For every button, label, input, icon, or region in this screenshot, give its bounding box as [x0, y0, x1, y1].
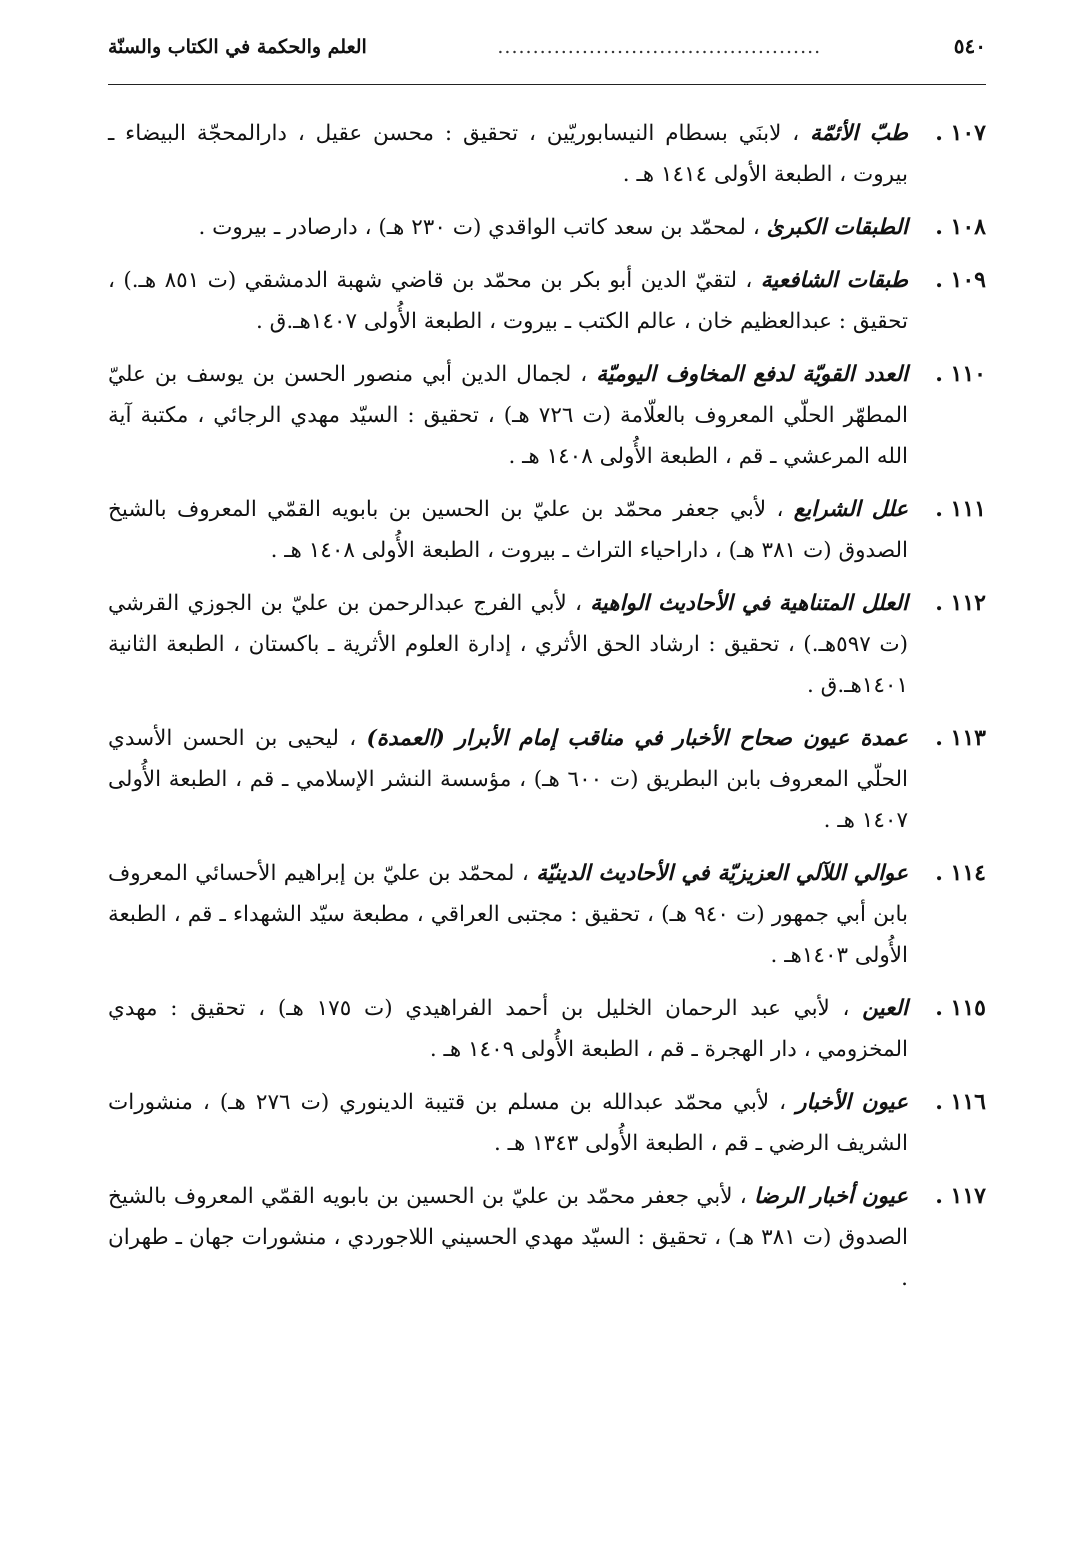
leader-dots: ..............................................	[497, 36, 822, 58]
entry-title: علل الشرايع	[793, 497, 908, 522]
entry-title: عيون الأخبار	[796, 1090, 908, 1115]
bibliography-entry	[108, 853, 986, 976]
book-page	[108, 34, 986, 1311]
entry-number: ١١٤ .	[935, 860, 986, 886]
entry-number: ١٠٩ .	[935, 267, 986, 293]
entry-title: عمدة عيون صحاح الأخبار في مناقب إمام الأبرار (العمدة)	[366, 726, 908, 751]
entry-details: ، ليحيى بن الحسن الأسدي الحلّي المعروف بابن البطريق (ت ٦٠٠ هـ) ، مؤسسة النشر الإسلامي ـ قم ، الطبعة الأُولى ١٤٠٧ هـ .	[108, 726, 908, 833]
bibliography-entry	[108, 489, 986, 571]
entry-title: عيون أخبار الرضا	[754, 1184, 909, 1209]
entry-title: العدد القويّة لدفع المخاوف اليوميّة	[596, 362, 908, 387]
entry-details: ، لمحمّد بن سعد كاتب الواقدي (ت ٢٣٠ هـ) ، دارصادر ـ بيروت .	[198, 215, 760, 240]
entry-number: ١٠٨ .	[935, 214, 986, 240]
entry-number: ١١٣ .	[935, 725, 986, 751]
entry-details: ، لأبي عبد الرحمان الخليل بن أحمد الفراهيدي (ت ١٧٥ هـ) ، تحقيق : مهدي المخزومي ، دار الهجرة ـ قم ، الطبعة الأُولى ١٤٠٩ هـ .	[108, 996, 908, 1062]
bibliography-list	[108, 113, 986, 1299]
entry-title: الطبقات الكبرىٰ	[766, 215, 908, 240]
bibliography-entry	[108, 583, 986, 706]
entry-details: ، لأبي جعفر محمّد بن عليّ بن الحسين بن بابويه القمّي المعروف بالشيخ الصدوق (ت ٣٨١ هـ) ، تحقيق : السيّد مهدي الحسيني اللاجوردي ، منشورات جهان ـ طهران .	[108, 1184, 908, 1291]
page-number: ٥٤٠	[953, 34, 986, 58]
entry-number: ١١٢ .	[935, 590, 986, 616]
book-title: العلم والحكمة في الكتاب والسنّة	[108, 36, 367, 58]
entry-title: العين	[862, 996, 909, 1021]
entry-number: ١١٥ .	[935, 995, 986, 1021]
entry-number: ١٠٧ .	[935, 120, 986, 146]
entry-details: ، لأبي جعفر محمّد بن عليّ بن الحسين بن بابويه القمّي المعروف بالشيخ الصدوق (ت ٣٨١ هـ) ، داراحياء التراث ـ بيروت ، الطبعة الأُولى ١٤٠٨ هـ .	[108, 497, 908, 563]
entry-details: ، لمحمّد بن عليّ بن إبراهيم الأحسائي المعروف بابن أبي جمهور (ت ٩٤٠ هـ) ، تحقيق : مجتبى العراقي ، مطبعة سيّد الشهداء ـ قم ، الطبعة الأُولى ١٤٠٣هـ .	[108, 861, 908, 968]
entry-number: ١١٦ .	[935, 1089, 986, 1115]
entry-details: ، لابنَي بسطام النيسابوريّين ، تحقيق : محسن عقيل ، دارالمحجّة البيضاء ـ بيروت ، الطبعة الأولى ١٤١٤ هـ .	[108, 121, 908, 187]
bibliography-entry	[108, 260, 986, 342]
entry-details: ، لأبي محمّد عبدالله بن مسلم بن قتيبة الدينوري (ت ٢٧٦ هـ) ، منشورات الشريف الرضي ـ قم ، الطبعة الأُولى ١٣٤٣ هـ .	[108, 1090, 908, 1156]
bibliography-entry	[108, 354, 986, 477]
entry-title: العلل المتناهية في الأحاديث الواهية	[590, 591, 908, 616]
entry-details: ، لجمال الدين أبي منصور الحسن بن يوسف بن عليّ المطهّر الحلّي المعروف بالعلّامة (ت ٧٢٦ هـ) ، تحقيق : السيّد مهدي الرجائي ، مكتبة آية الله المرعشي ـ قم ، الطبعة الأُولى ١٤٠٨ هـ .	[108, 362, 909, 469]
entry-details: ، لأبي الفرج عبدالرحمن بن عليّ بن الجوزي القرشي (ت ٥٩٧هـ.) ، تحقيق : ارشاد الحق الأثري ، إدارة العلوم الأثرية ـ باكستان ، الطبعة الثانية ١٤٠١هـ.ق .	[108, 591, 908, 698]
running-header	[108, 34, 986, 85]
entry-number: ١١٠ .	[935, 361, 986, 387]
bibliography-entry	[108, 1176, 986, 1299]
bibliography-entry	[108, 988, 986, 1070]
entry-number: ١١٧ .	[935, 1183, 986, 1209]
bibliography-entry	[108, 207, 986, 248]
entry-number: ١١١ .	[935, 496, 986, 522]
entry-title: عوالي اللآلي العزيزيّة في الأحاديث الدينيّة	[536, 861, 908, 886]
bibliography-entry	[108, 113, 986, 195]
entry-title: طبقات الشافعية	[760, 268, 909, 293]
bibliography-entry	[108, 1082, 986, 1164]
bibliography-entry	[108, 718, 986, 841]
entry-title: طبّ الأئمّة	[810, 121, 908, 146]
entry-details: ، لتقيّ الدين أبو بكر بن محمّد بن قاضي شهبة الدمشقي (ت ٨٥١ هـ.) ، تحقيق : عبدالعظيم خان ، عالم الكتب ـ بيروت ، الطبعة الأُولى ١٤٠٧هـ.ق .	[108, 268, 908, 334]
